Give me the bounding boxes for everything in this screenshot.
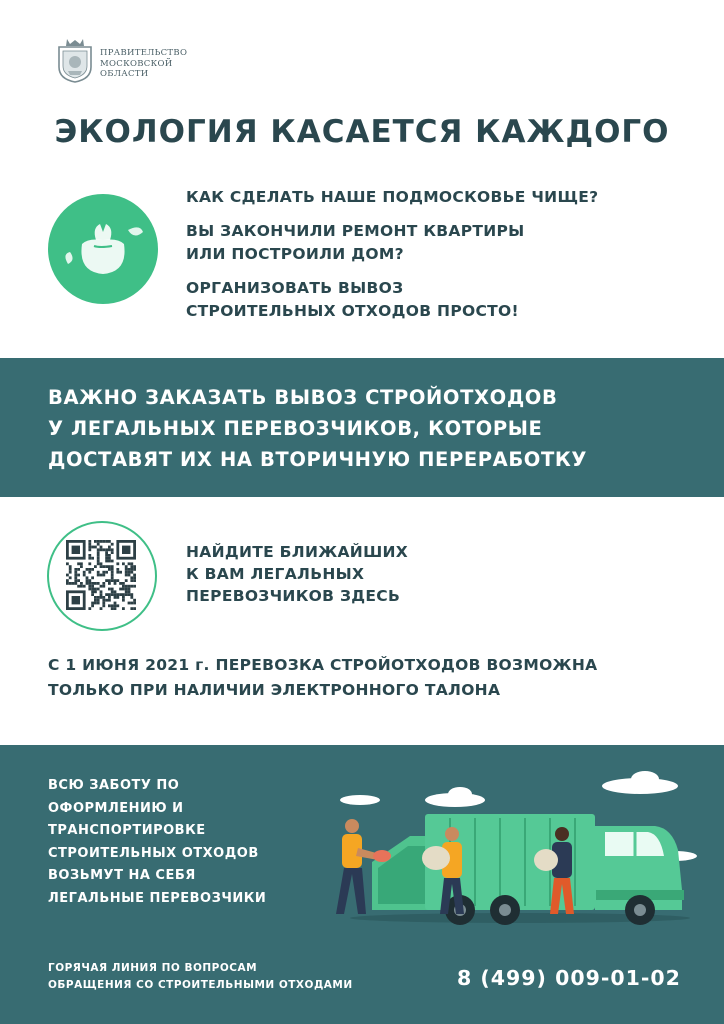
care-line-1: ВСЮ ЗАБОТУ ПО [48, 778, 180, 793]
notice-line-2: ТОЛЬКО ПРИ НАЛИЧИИ ЭЛЕКТРОННОГО ТАЛОНА [48, 681, 501, 699]
banner-line-3: ДОСТАВЯТ ИХ НА ВТОРИЧНУЮ ПЕРЕРАБОТКУ [48, 448, 588, 471]
care-line-5: ВОЗЬМУТ НА СЕБЯ [48, 868, 196, 883]
hotline-phone-number[interactable]: 8 (499) 009-01-02 [457, 966, 681, 990]
intro-repair-para [186, 220, 598, 266]
qr-code-icon[interactable] [66, 540, 136, 610]
intro-repair-line-1: ВЫ ЗАКОНЧИЛИ РЕМОНТ КВАРТИРЫ [186, 222, 525, 240]
care-line-2: ОФОРМЛЕНИЮ И [48, 800, 184, 816]
government-logo-text [100, 48, 187, 80]
intro-organize-para [186, 277, 598, 323]
page-title: ЭКОЛОГИЯ КАСАЕТСЯ КАЖДОГО [54, 114, 670, 150]
intro-question-para [186, 186, 598, 209]
care-line-6: ЛЕГАЛЬНЫЕ ПЕРЕВОЗЧИКИ [48, 890, 267, 906]
hotline-line-2: ОБРАЩЕНИЯ СО СТРОИТЕЛЬНЫМИ ОТХОДАМИ [48, 979, 353, 991]
important-banner-text [48, 382, 587, 475]
intro-organize-line-2: СТРОИТЕЛЬНЫХ ОТХОДОВ ПРОСТО! [186, 302, 519, 320]
intro-organize-line-1: ОРГАНИЗОВАТЬ ВЫВОЗ [186, 279, 404, 297]
qr-caption-line-3: ПЕРЕВОЗЧИКОВ ЗДЕСЬ [186, 587, 401, 605]
hotline-line-1: ГОРЯЧАЯ ЛИНИЯ ПО ВОПРОСАМ [48, 962, 258, 974]
logo-line-3: ОБЛАСТИ [100, 69, 149, 79]
care-line-4: СТРОИТЕЛЬНЫХ ОТХОДОВ [48, 845, 259, 861]
garbage-truck-illustration [300, 770, 710, 930]
intro-question: КАК СДЕЛАТЬ НАШЕ ПОДМОСКОВЬЕ ЧИЩЕ? [186, 188, 599, 206]
logo-line-2: МОСКОВСКОЙ [100, 58, 173, 69]
banner-line-2: У ЛЕГАЛЬНЫХ ПЕРЕВОЗЧИКОВ, КОТОРЫЕ [48, 417, 543, 440]
care-line-3: ТРАНСПОРТИРОВКЕ [48, 823, 206, 838]
logo-line-1: ПРАВИТЕЛЬСТВО [100, 48, 188, 58]
qr-caption [186, 541, 408, 607]
trash-bag-leaf-icon [48, 194, 158, 304]
moscow-region-emblem-icon [56, 37, 94, 83]
hotline-label [48, 960, 353, 994]
banner-line-1: ВАЖНО ЗАКАЗАТЬ ВЫВОЗ СТРОЙОТХОДОВ [48, 386, 558, 409]
intro-repair-line-2: ИЛИ ПОСТРОИЛИ ДОМ? [186, 245, 404, 263]
trash-bag-icon-circle [48, 194, 158, 304]
notice-line-1: С 1 ИЮНЯ 2021 г. ПЕРЕВОЗКА СТРОЙОТХОДОВ ВОЗМОЖНА [48, 656, 598, 674]
intro-text-block [186, 186, 598, 334]
qr-caption-line-2: К ВАМ ЛЕГАЛЬНЫХ [186, 565, 365, 583]
care-text-block [48, 775, 266, 910]
talon-notice [48, 653, 597, 703]
qr-caption-line-1: НАЙДИТЕ БЛИЖАЙШИХ [186, 543, 409, 561]
